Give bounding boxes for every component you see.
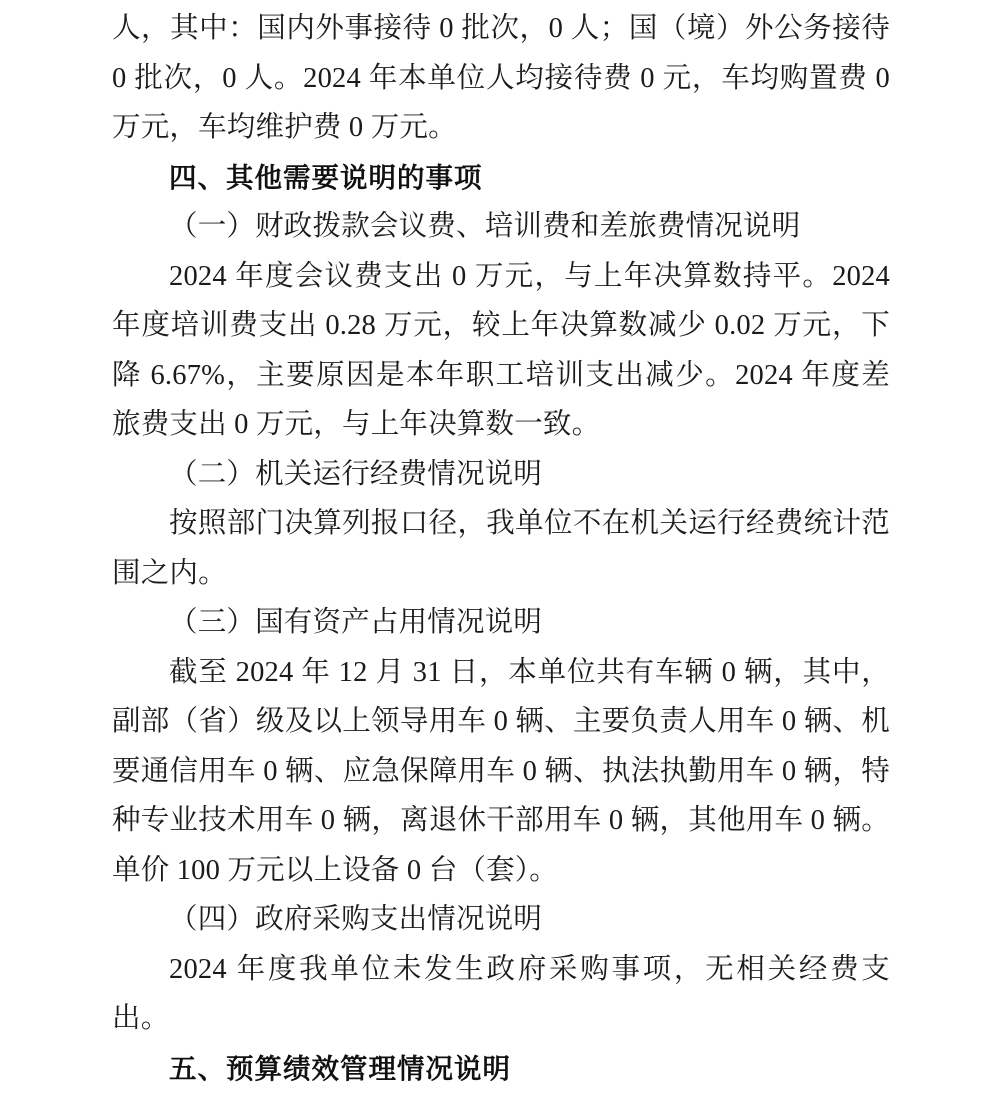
subsection-heading-four: （四）政府采购支出情况说明 (112, 895, 890, 945)
paragraph-four: 2024 年度我单位未发生政府采购事项，无相关经费支出。 (112, 945, 890, 1044)
paragraph-three: 截至 2024 年 12 月 31 日，本单位共有车辆 0 辆，其中，副部（省）级及以上领导用车 0 辆、主要负责人用车 0 辆、机要通信用车 0 辆、应急保障用车 0 辆、执法执勤用车 0 辆，特种专业技术用车 0 辆，离退休干部用车 0 辆，其他用车 0 辆。单价 100 万元以上设备 0 台（套）。 (112, 648, 890, 896)
paragraph-two: 按照部门决算列报口径，我单位不在机关运行经费统计范围之内。 (112, 499, 890, 598)
paragraph-continued: 人，其中：国内外事接待 0 批次，0 人；国（境）外公务接待 0 批次，0 人。2024 年本单位人均接待费 0 元，车均购置费 0 万元，车均维护费 0 万元。 (112, 4, 890, 153)
document-body (112, 0, 890, 1093)
paragraph-one: 2024 年度会议费支出 0 万元，与上年决算数持平。2024 年度培训费支出 0.28 万元，较上年决算数减少 0.02 万元，下降 6.67%，主要原因是本年职工培训支出减少。2024 年度差旅费支出 0 万元，与上年决算数一致。 (112, 252, 890, 450)
section-heading-four: 四、其他需要说明的事项 (112, 153, 890, 203)
subsection-heading-one: （一）财政拨款会议费、培训费和差旅费情况说明 (112, 202, 890, 252)
subsection-heading-three: （三）国有资产占用情况说明 (112, 598, 890, 648)
section-heading-five: 五、预算绩效管理情况说明 (112, 1044, 890, 1093)
subsection-heading-two: （二）机关运行经费情况说明 (112, 450, 890, 500)
